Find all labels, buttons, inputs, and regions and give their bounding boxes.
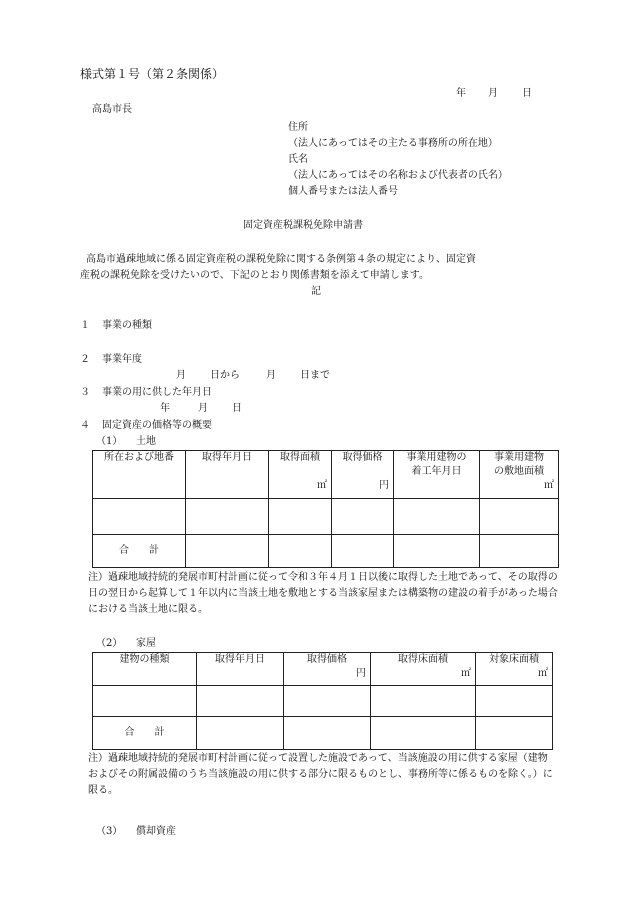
land-header-cell: 事業用建物の 着工年月日 bbox=[394, 451, 480, 499]
building-heading-number: （2） bbox=[96, 638, 123, 649]
land-total-label: 合 計 bbox=[119, 545, 159, 556]
land-header-cell: 取得年月日 bbox=[186, 451, 269, 499]
item3-year: 年 bbox=[160, 403, 170, 414]
building-total-row bbox=[93, 717, 553, 750]
item3-day: 日 bbox=[232, 403, 242, 414]
building-header-cell: 取得床面積 ㎡ bbox=[371, 653, 476, 686]
item1-label: 事業の種類 bbox=[102, 320, 152, 331]
land-header-cell: 事業用建物 の敷地面積 ㎡ bbox=[480, 451, 559, 499]
land-total-row bbox=[93, 535, 559, 568]
building-note: 注）過疎地域持続的発展市町村計画に従って設置した施設であって、当該施設の用に供する家屋（建物およびその附属設備のうち当該施設の用に供する部分に限るものとし、事務所等に係るものを除く。）に限る。 bbox=[88, 753, 553, 796]
intro-line-2: 産税の課税免除を受けたいので、下記のとおり関係書類を添えて申請します。 bbox=[80, 270, 429, 281]
form-number: 様式第１号（第２条関係） bbox=[80, 67, 225, 81]
number-label: 個人番号または法人番号 bbox=[288, 186, 398, 197]
name-note: （法人にあってはその名称および代表者の氏名） bbox=[288, 170, 508, 181]
land-table bbox=[92, 450, 559, 568]
land-heading-number: （1） bbox=[96, 436, 123, 447]
item2-day-to: 日まで bbox=[300, 370, 330, 381]
building-heading: 家屋 bbox=[136, 638, 156, 649]
item2-label: 事業年度 bbox=[102, 354, 142, 365]
item2-number: ２ bbox=[80, 354, 90, 365]
building-header-cell: 取得価格 円 bbox=[284, 653, 371, 686]
item1-number: １ bbox=[80, 320, 90, 331]
land-data-row bbox=[93, 499, 559, 535]
address-label: 住所 bbox=[288, 122, 308, 133]
ki-mark: 記 bbox=[311, 286, 321, 297]
land-note: 注）過疎地域持続的発展市町村計画に従って令和３年４月１日以後に取得した土地であって、その取得の日の翌日から起算して１年以内に当該土地を敷地とする当該家屋または構築物の建設の着手があった場合における当該土地に限る。 bbox=[88, 572, 558, 615]
item3-number: ３ bbox=[80, 387, 90, 398]
building-header-row bbox=[93, 653, 553, 686]
building-header-cell: 建物の種類 bbox=[93, 653, 197, 686]
item2-day-from: 日から bbox=[210, 370, 240, 381]
intro-line-1: 高島市過疎地域に係る固定資産税の課税免除に関する条例第４条の規定により、固定資 bbox=[86, 254, 476, 265]
name-label: 氏名 bbox=[288, 154, 308, 165]
land-header-cell: 取得面積 ㎡ bbox=[269, 451, 332, 499]
land-heading: 土地 bbox=[136, 436, 156, 447]
item3-label: 事業の用に供した年月日 bbox=[102, 387, 212, 398]
date-day: 日 bbox=[522, 88, 532, 99]
building-data-row bbox=[93, 686, 553, 717]
date-year: 年 bbox=[456, 88, 466, 99]
depreciable-heading-number: （3） bbox=[96, 826, 123, 837]
address-note: （法人にあってはその主たる事務所の所在地） bbox=[288, 138, 498, 149]
item4-label: 固定資産の価格等の概要 bbox=[102, 420, 212, 431]
land-header-cell: 取得価格 円 bbox=[332, 451, 394, 499]
building-header-cell: 対象床面積 ㎡ bbox=[476, 653, 553, 686]
addressee: 高島市長 bbox=[92, 104, 132, 115]
item2-month-to: 月 bbox=[266, 370, 276, 381]
item3-month: 月 bbox=[198, 403, 208, 414]
date-month: 月 bbox=[488, 88, 498, 99]
document-title: 固定資産税課税免除申請書 bbox=[243, 220, 363, 231]
building-table bbox=[92, 652, 553, 750]
land-header-row bbox=[93, 451, 559, 499]
building-total-label: 合 計 bbox=[124, 727, 165, 738]
land-header-cell: 所在および地番 bbox=[93, 451, 186, 499]
item2-month-from: 月 bbox=[176, 370, 186, 381]
depreciable-heading: 償却資産 bbox=[136, 826, 176, 837]
building-header-cell: 取得年月日 bbox=[197, 653, 284, 686]
item4-number: ４ bbox=[80, 420, 90, 431]
